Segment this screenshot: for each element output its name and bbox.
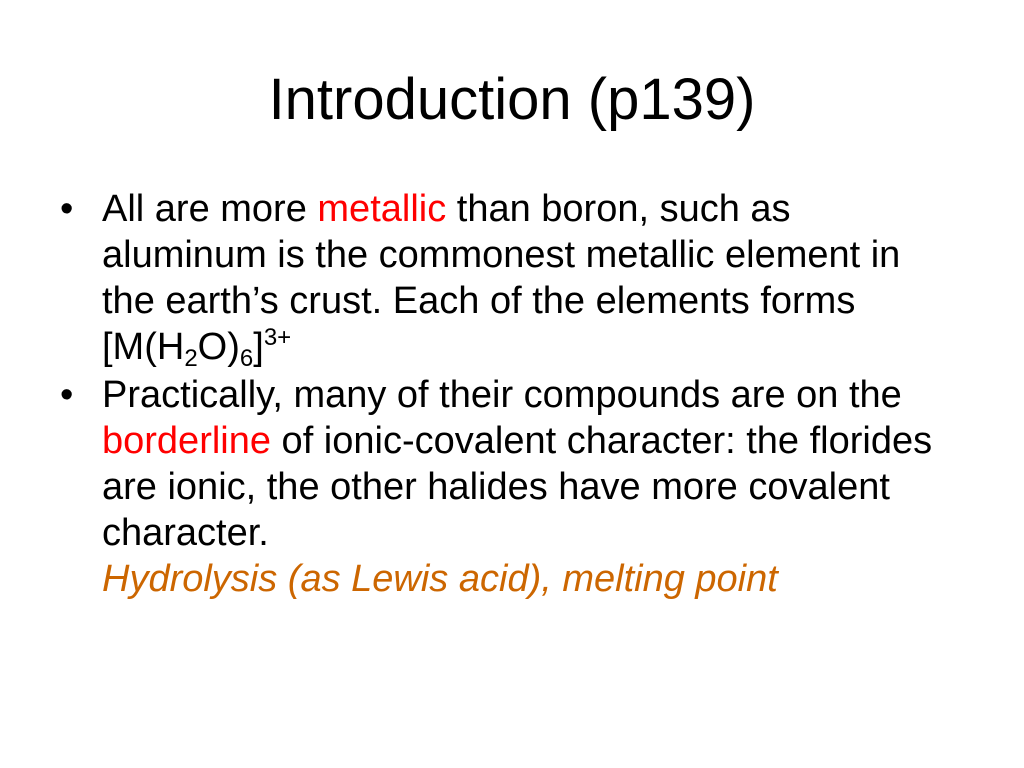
bullet-item-1	[60, 186, 960, 370]
bullet-2-text-main: of ionic-covalent character: the florides are ionic, the other halides have more covalent character.	[102, 420, 933, 554]
bullet-1-text-main: than boron, such as aluminum is the commonest metallic element in the earth’s crust. Each of the elements forms [M(H	[102, 188, 901, 368]
formula-part: O)	[197, 326, 240, 368]
bullet-1-text-intro: All are more	[102, 188, 318, 230]
keyword-metallic: metallic	[317, 188, 447, 230]
subscript-6: 6	[239, 345, 254, 372]
bullet-mark: •	[60, 188, 74, 230]
superscript-charge: 3+	[263, 324, 292, 351]
keyword-borderline: borderline	[102, 420, 271, 462]
bullet-2-italic-note: Hydrolysis (as Lewis acid), melting point	[102, 558, 778, 600]
bullet-list	[60, 186, 960, 604]
bullet-item-2	[60, 372, 960, 602]
bullet-2-text-intro: Practically, many of their compounds are on the	[102, 374, 902, 416]
bullet-mark: •	[60, 374, 74, 416]
slide-title: Introduction (p139)	[268, 67, 756, 132]
formula-bracket: ]	[253, 326, 264, 368]
subscript-2: 2	[184, 345, 198, 372]
